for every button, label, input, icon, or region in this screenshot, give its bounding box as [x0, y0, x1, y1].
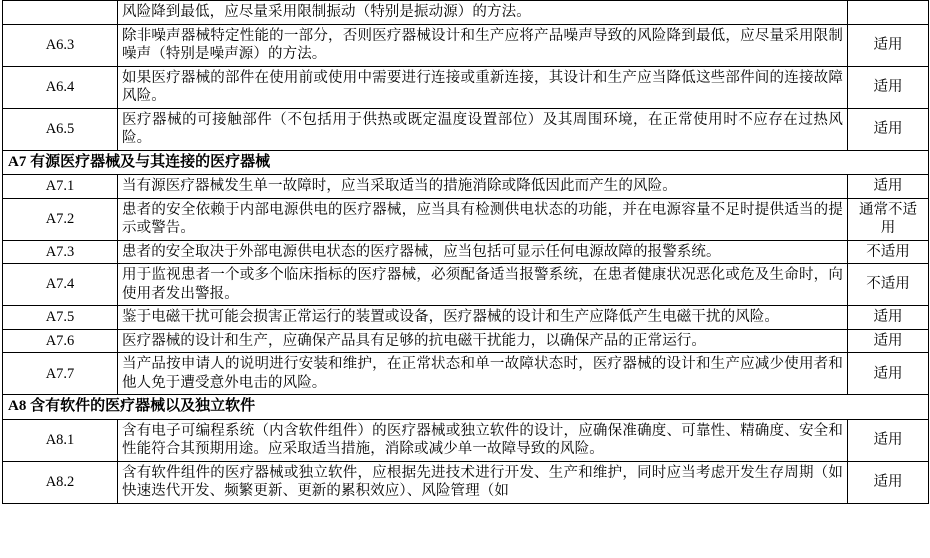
- row-text: 医疗器械的设计和生产，应确保产品具有足够的抗电磁干扰能力，以确保产品的正常运行。: [118, 329, 848, 353]
- row-code: A6.5: [3, 108, 118, 150]
- row-text: 患者的安全取决于外部电源供电状态的医疗器械，应当包括可显示任何电源故障的报警系统。: [118, 240, 848, 264]
- row-applicability: 不适用: [848, 240, 929, 264]
- row-code: A6.4: [3, 66, 118, 108]
- row-code: A7.5: [3, 306, 118, 330]
- table-row: [3, 461, 929, 503]
- row-text: 医疗器械的可接触部件（不包括用于供热或既定温度设置部位）及其周围环境，在正常使用时不应存在过热风险。: [118, 108, 848, 150]
- table-row: [3, 329, 929, 353]
- table-row: [3, 306, 929, 330]
- row-applicability: 适用: [848, 24, 929, 66]
- row-applicability: 适用: [848, 329, 929, 353]
- row-text: 风险降到最低，应尽量采用限制振动（特别是振动源）的方法。: [118, 1, 848, 25]
- row-applicability: [848, 1, 929, 25]
- table-row: [3, 1, 929, 25]
- row-code: A6.3: [3, 24, 118, 66]
- row-text: 含有软件组件的医疗器械或独立软件，应根据先进技术进行开发、生产和维护，同时应当考虑开发生存周期（如快速迭代开发、频繁更新、更新的累积效应）、风险管理（如: [118, 461, 848, 503]
- row-text: 鉴于电磁干扰可能会损害正常运行的装置或设备，医疗器械的设计和生产应降低产生电磁干扰的风险。: [118, 306, 848, 330]
- table-row: [3, 24, 929, 66]
- requirements-table: [2, 0, 929, 504]
- row-applicability: 适用: [848, 419, 929, 461]
- row-text: 当产品按申请人的说明进行安装和维护，在正常状态和单一故障状态时，医疗器械的设计和生产应减少使用者和他人免于遭受意外电击的风险。: [118, 353, 848, 395]
- table-row: [3, 353, 929, 395]
- row-code: A7.7: [3, 353, 118, 395]
- row-text: 患者的安全依赖于内部电源供电的医疗器械，应当具有检测供电状态的功能，并在电源容量不足时提供适当的提示或警告。: [118, 198, 848, 240]
- table-section-row: [3, 395, 929, 419]
- row-text: 当有源医疗器械发生单一故障时，应当采取适当的措施消除或降低因此而产生的风险。: [118, 175, 848, 199]
- row-applicability: 适用: [848, 175, 929, 199]
- section-heading: A7 有源医疗器械及与其连接的医疗器械: [3, 150, 929, 174]
- row-code: A7.4: [3, 264, 118, 306]
- row-applicability: 适用: [848, 66, 929, 108]
- row-text: 如果医疗器械的部件在使用前或使用中需要进行连接或重新连接，其设计和生产应当降低这些部件间的连接故障风险。: [118, 66, 848, 108]
- row-applicability: 通常不适用: [848, 198, 929, 240]
- table-section-row: [3, 150, 929, 174]
- table-row: [3, 108, 929, 150]
- row-code: A8.2: [3, 461, 118, 503]
- row-text: 含有电子可编程系统（内含软件组件）的医疗器械或独立软件的设计，应确保准确度、可靠性、精确度、安全和性能符合其预期用途。应采取适当措施，消除或减少单一故障导致的风险。: [118, 419, 848, 461]
- row-code: A7.1: [3, 175, 118, 199]
- table-row: [3, 198, 929, 240]
- row-applicability: 不适用: [848, 264, 929, 306]
- row-code: A8.1: [3, 419, 118, 461]
- table-body: [3, 1, 929, 504]
- row-code: A7.2: [3, 198, 118, 240]
- row-applicability: 适用: [848, 461, 929, 503]
- section-heading: A8 含有软件的医疗器械以及独立软件: [3, 395, 929, 419]
- table-row: [3, 264, 929, 306]
- table-row: [3, 66, 929, 108]
- row-text: 除非噪声器械特定性能的一部分，否则医疗器械设计和生产应将产品噪声导致的风险降到最低，应尽量采用限制噪声（特别是噪声源）的方法。: [118, 24, 848, 66]
- row-text: 用于监视患者一个或多个临床指标的医疗器械，必须配备适当报警系统，在患者健康状况恶化或危及生命时，向使用者发出警报。: [118, 264, 848, 306]
- row-code: [3, 1, 118, 25]
- row-applicability: 适用: [848, 306, 929, 330]
- table-row: [3, 240, 929, 264]
- table-row: [3, 175, 929, 199]
- row-code: A7.6: [3, 329, 118, 353]
- row-code: A7.3: [3, 240, 118, 264]
- row-applicability: 适用: [848, 108, 929, 150]
- row-applicability: 适用: [848, 353, 929, 395]
- table-row: [3, 419, 929, 461]
